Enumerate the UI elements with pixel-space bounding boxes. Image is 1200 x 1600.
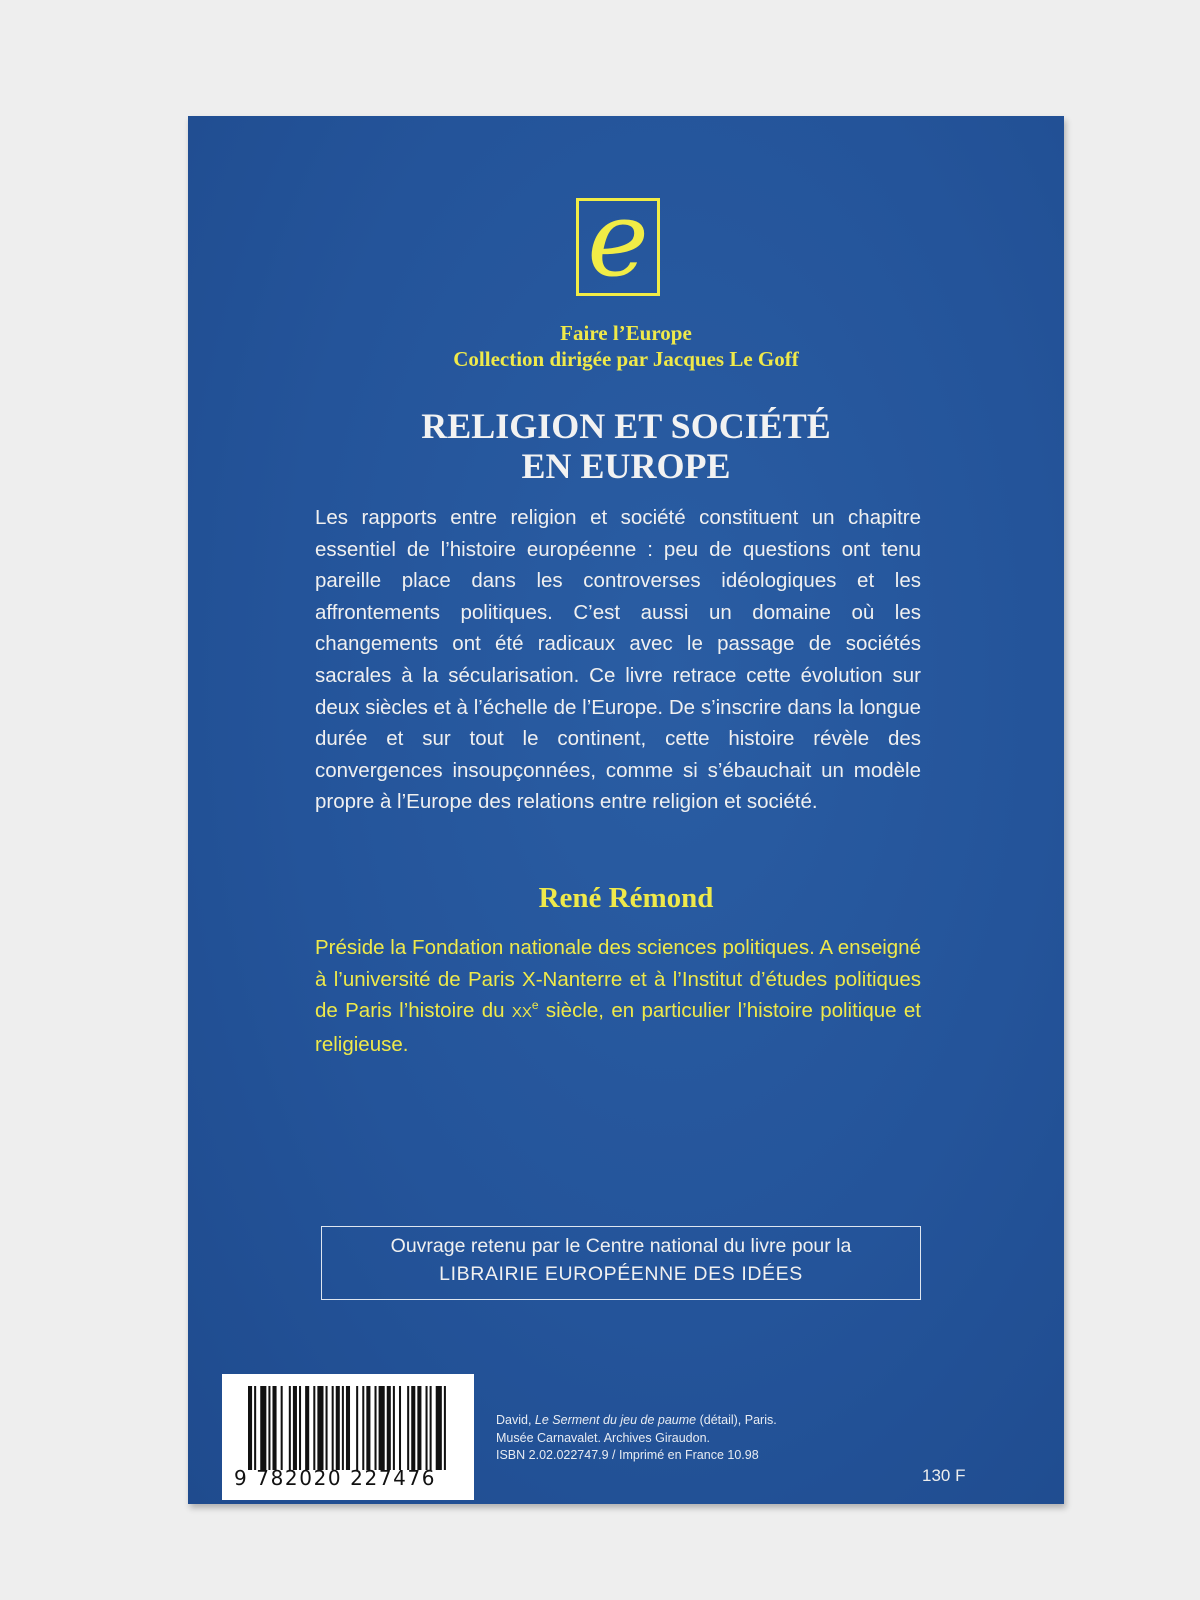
barcode-bar — [268, 1386, 270, 1470]
credits-work: Le Serment du jeu de paume — [534, 1413, 697, 1427]
author-bio — [315, 932, 921, 1060]
barcode-bar — [366, 1386, 370, 1470]
barcode-bar — [430, 1386, 432, 1470]
barcode-bar — [342, 1386, 344, 1470]
logo-letter: e — [587, 178, 649, 300]
cnl-label-line1: Ouvrage retenu par le Centre national du livre pour la — [390, 1235, 852, 1257]
barcode-bar — [379, 1386, 385, 1470]
credits-line1 — [496, 1412, 777, 1430]
barcode-bar — [387, 1386, 391, 1470]
barcode-bar — [346, 1386, 350, 1470]
barcode-bar — [248, 1386, 252, 1470]
barcode-bar — [399, 1386, 401, 1470]
author-bio-text-end: siècle, en particulier l’histoire politique et religieuse. — [315, 999, 921, 1056]
author-bio-century-suffix: e — [531, 998, 539, 1013]
credits-line2: Musée Carnavalet. Archives Giraudon. — [496, 1430, 710, 1445]
credits-artist: David, — [496, 1413, 535, 1427]
barcode — [222, 1374, 474, 1500]
author-name: René Rémond — [538, 882, 714, 914]
barcode-bar — [293, 1386, 297, 1470]
book-title-line1: RELIGION ET SOCIÉTÉ — [421, 406, 831, 446]
cnl-label-line2: LIBRAIRIE EUROPÉENNE DES IDÉES — [439, 1263, 803, 1285]
barcode-bar — [313, 1386, 315, 1470]
barcode-bar — [305, 1386, 309, 1470]
publisher-logo — [576, 178, 660, 300]
book-blurb: Les rapports entre religion et société constituent un chapitre essentiel de l’histoire européenne : peu de questions ont tenu pareille place dans les controverses idéologiques et les affrontements politiques. C’est aussi un domaine où les changements ont été radicaux avec le passage de sociétés sacrales à la sécularisation. Ce livre retrace cette évolution sur deux siècles et à l’échelle de l’Europe. De s’inscrire dans la longue durée et sur tout le continent, cette histoire révèle des convergences insoupçonnées, comme si s’ébauchait un modèle propre à l’Europe des relations entre religion et société. — [315, 506, 921, 814]
barcode-bar — [436, 1386, 442, 1470]
image-credits — [496, 1412, 777, 1465]
barcode-number: 9 782020 227476 — [234, 1466, 437, 1490]
isbn-line: ISBN 2.02.022747.9 / Imprimé en France 10.98 — [496, 1448, 759, 1462]
series-director: Collection dirigée par Jacques Le Goff — [453, 347, 799, 371]
barcode-bar — [426, 1386, 428, 1470]
cnl-label-box — [321, 1226, 921, 1300]
barcode-bar — [356, 1386, 358, 1470]
barcode-bar — [407, 1386, 409, 1470]
barcode-bar — [444, 1386, 446, 1470]
barcode-bars — [248, 1386, 450, 1470]
barcode-bar — [254, 1386, 256, 1470]
barcode-bar — [281, 1386, 283, 1470]
book-back-cover — [188, 116, 1064, 1504]
barcode-bar — [326, 1386, 328, 1470]
barcode-bar — [332, 1386, 334, 1470]
barcode-bar — [375, 1386, 377, 1470]
barcode-bar — [411, 1386, 415, 1470]
barcode-bar — [417, 1386, 421, 1470]
barcode-bar — [299, 1386, 301, 1470]
barcode-bar — [317, 1386, 323, 1470]
book-title — [188, 406, 1064, 486]
series-name: Faire l’Europe — [560, 321, 692, 345]
barcode-bar — [336, 1386, 340, 1470]
barcode-bar — [393, 1386, 395, 1470]
author-bio-text: Préside la Fondation nationale des sciences politiques. A enseigné à l’université de Paris X-Nanterre et à l’Institut d’études politiques de Paris l’histoire du — [315, 936, 921, 1023]
book-title-line2: EN EUROPE — [521, 446, 731, 486]
barcode-bar — [289, 1386, 291, 1470]
barcode-bar — [260, 1386, 266, 1470]
barcode-bar — [362, 1386, 364, 1470]
price: 130 F — [922, 1466, 966, 1485]
author-bio-century: XX — [511, 1004, 532, 1022]
barcode-bar — [272, 1386, 276, 1470]
credits-detail: (détail), Paris. — [696, 1413, 777, 1427]
